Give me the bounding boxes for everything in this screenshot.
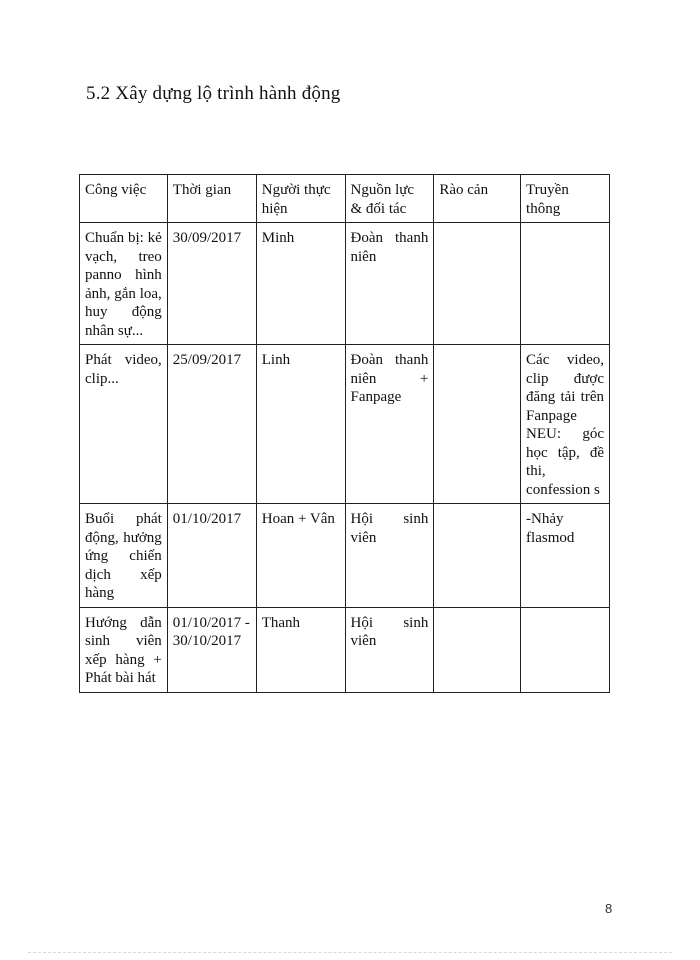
- cell-rao-can: [434, 345, 521, 504]
- cell-rao-can: [434, 607, 521, 692]
- cell-thoi-gian: 25/09/2017: [167, 345, 256, 504]
- table-row: [80, 223, 610, 345]
- table-row: [80, 504, 610, 608]
- header-cong-viec: Công việc: [80, 175, 168, 223]
- page-number: 8: [605, 901, 613, 916]
- cell-nguon-luc: Đoàn thanh niên: [345, 223, 434, 345]
- cell-nguon-luc: Đoàn thanh niên + Fanpage: [345, 345, 434, 504]
- cell-nguoi-thuc-hien: Thanh: [256, 607, 345, 692]
- cell-nguon-luc: Hội sinh viên: [345, 607, 434, 692]
- section-heading: 5.2 Xây dựng lộ trình hành động: [86, 83, 341, 104]
- cell-cong-viec: Chuẩn bị: kẻ vạch, treo panno hình ảnh, gắn loa, huy động nhân sự...: [80, 223, 168, 345]
- header-nguon-luc: Nguồn lực & đối tác: [345, 175, 434, 223]
- header-nguoi-thuc-hien: Người thực hiện: [256, 175, 345, 223]
- table-row: [80, 607, 610, 692]
- page-bottom-divider: [28, 952, 672, 953]
- cell-cong-viec: Buổi phát động, hưởng ứng chiến dịch xếp hàng: [80, 504, 168, 608]
- header-thoi-gian: Thời gian: [167, 175, 256, 223]
- cell-nguoi-thuc-hien: Linh: [256, 345, 345, 504]
- cell-cong-viec: Hướng dẫn sinh viên xếp hàng + Phát bài hát: [80, 607, 168, 692]
- cell-thoi-gian: 01/10/2017: [167, 504, 256, 608]
- cell-truyen-thong: [521, 607, 610, 692]
- cell-truyen-thong: -Nhảy flasmod: [521, 504, 610, 608]
- header-row: [80, 175, 610, 223]
- cell-truyen-thong: [521, 223, 610, 345]
- cell-nguoi-thuc-hien: Minh: [256, 223, 345, 345]
- table-header: [80, 175, 610, 223]
- cell-rao-can: [434, 223, 521, 345]
- cell-nguon-luc: Hội sinh viên: [345, 504, 434, 608]
- cell-cong-viec: Phát video, clip...: [80, 345, 168, 504]
- header-rao-can: Rào cản: [434, 175, 521, 223]
- header-truyen-thong: Truyền thông: [521, 175, 610, 223]
- table-row: [80, 345, 610, 504]
- cell-truyen-thong: Các video, clip được đăng tải trên Fanpage NEU: góc học tập, đề thi, confession s: [521, 345, 610, 504]
- action-plan-table: [79, 174, 610, 693]
- cell-thoi-gian: 01/10/2017 - 30/10/2017: [167, 607, 256, 692]
- cell-thoi-gian: 30/09/2017: [167, 223, 256, 345]
- cell-rao-can: [434, 504, 521, 608]
- cell-nguoi-thuc-hien: Hoan + Vân: [256, 504, 345, 608]
